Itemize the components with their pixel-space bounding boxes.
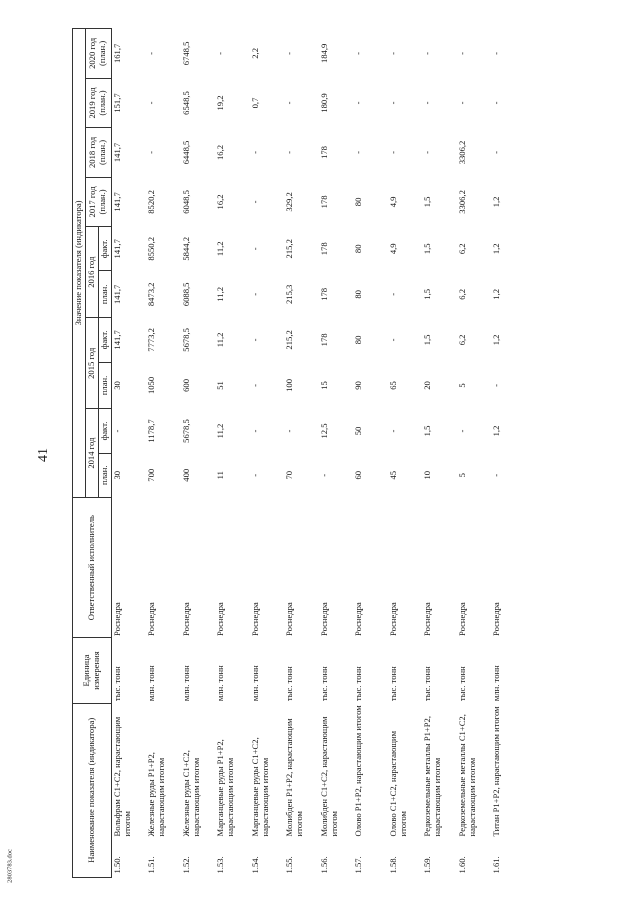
row-number: 1.60. xyxy=(456,856,467,874)
value-cell: 5678,5 xyxy=(180,419,191,443)
indicator-name: Вольфрам С1+С2, нарастающим итогом xyxy=(111,716,132,837)
row-number: 1.59. xyxy=(422,856,433,874)
value-cell: 1,2 xyxy=(491,334,502,346)
indicator-name: Марганцевые руды С1+С2, нарастающим итогом xyxy=(249,737,270,837)
indicator-table-page xyxy=(72,28,622,878)
indicator-name: Железные руды Р1+Р2, нарастающим итогом xyxy=(146,752,166,837)
value-cell: 1,2 xyxy=(491,288,502,300)
value-cell: 180,9 xyxy=(318,93,329,113)
value-cell: - xyxy=(456,51,467,55)
unit-of-measure: млн. тонн xyxy=(215,665,226,702)
unit-of-measure: тыс. тонн xyxy=(387,666,398,702)
value-cell: - xyxy=(249,200,260,204)
value-cell: 11 xyxy=(215,471,226,480)
value-cell: - xyxy=(387,338,398,342)
header-name: Наименование показателя (индикатора) xyxy=(73,703,112,877)
value-cell: 60 xyxy=(353,470,364,480)
table-header xyxy=(73,29,112,878)
unit-of-measure: млн. тонн xyxy=(180,665,191,702)
responsible-executor: Роснедра xyxy=(111,602,122,636)
value-cell: - xyxy=(491,151,502,154)
responsible-executor: Роснедра xyxy=(422,602,433,636)
value-cell: - xyxy=(387,101,398,105)
value-cell: 6748,5 xyxy=(180,41,191,66)
indicator-name: Олово С1+С2, нарастающим итогом xyxy=(387,730,408,837)
header-2020: 2020 год (план.) xyxy=(85,29,111,79)
value-cell: 141,7 xyxy=(111,192,122,212)
row-number: 1.52. xyxy=(180,856,191,874)
unit-of-measure: тыс. тонн xyxy=(456,666,467,702)
unit-of-measure: млн. тонн xyxy=(146,665,157,702)
value-cell: 1,5 xyxy=(422,243,433,255)
value-cell: - xyxy=(387,429,398,433)
value-cell: 141,7 xyxy=(111,239,122,259)
indicator-name: Железные руды С1+С2, нарастающим итогом xyxy=(180,750,201,837)
responsible-executor: Роснедра xyxy=(318,602,329,636)
value-cell: 215,3 xyxy=(284,284,295,305)
header-2014-plan: план. xyxy=(98,453,111,497)
value-cell: - xyxy=(353,101,364,105)
value-cell: 7773,2 xyxy=(146,328,157,352)
value-cell: 30 xyxy=(111,470,122,480)
unit-of-measure: млн. тонн xyxy=(491,665,502,702)
header-2014: 2014 год xyxy=(85,409,98,498)
table-row xyxy=(457,29,492,878)
value-cell: 5678,5 xyxy=(180,328,191,352)
responsible-executor: Роснедра xyxy=(491,602,502,636)
value-cell: 178 xyxy=(318,242,329,256)
responsible-executor: Роснедра xyxy=(249,602,260,636)
row-number: 1.57. xyxy=(353,856,364,874)
row-number: 1.61. xyxy=(491,856,502,874)
table-body xyxy=(111,29,526,878)
table-row xyxy=(319,29,354,878)
row-number: 1.55. xyxy=(284,856,295,874)
responsible-executor: Роснедра xyxy=(387,602,398,636)
unit-of-measure: тыс. тонн xyxy=(422,666,433,702)
header-unit: Единица измерения xyxy=(73,638,112,703)
value-cell: 3306,2 xyxy=(456,190,467,214)
value-cell: - xyxy=(249,429,260,433)
value-cell: 6,2 xyxy=(456,334,467,346)
value-cell: 3306,2 xyxy=(456,140,467,165)
value-cell: 178 xyxy=(318,146,329,159)
value-cell: 80 xyxy=(353,244,364,254)
value-cell: - xyxy=(353,151,364,154)
value-cell: 1,5 xyxy=(422,196,433,208)
value-cell: 6048,5 xyxy=(180,190,191,214)
value-cell: 80 xyxy=(353,335,364,345)
unit-of-measure: тыс. тонн xyxy=(111,666,122,702)
value-cell: - xyxy=(249,292,260,296)
indicator-name: Титан Р1+Р2, нарастающим итогом xyxy=(491,706,502,837)
row-number: 1.53. xyxy=(215,856,226,874)
value-cell: - xyxy=(284,51,295,55)
value-cell: 151,7 xyxy=(111,93,122,113)
value-cell: - xyxy=(146,51,157,55)
value-cell: - xyxy=(456,101,467,105)
value-cell: 700 xyxy=(146,468,157,482)
value-cell: 400 xyxy=(180,468,191,482)
value-cell: - xyxy=(249,151,260,154)
value-cell: - xyxy=(387,292,398,296)
value-cell: - xyxy=(284,429,295,433)
value-cell: 1,5 xyxy=(422,334,433,346)
table-row xyxy=(181,29,216,878)
value-cell: 1178,7 xyxy=(146,419,157,443)
header-2015-plan: план. xyxy=(98,362,111,409)
value-cell: 45 xyxy=(387,470,398,480)
responsible-executor: Роснедра xyxy=(456,602,467,636)
value-cell: 51 xyxy=(215,381,226,390)
value-cell: - xyxy=(284,101,295,105)
value-cell: 6548,5 xyxy=(180,91,191,115)
row-number: 1.51. xyxy=(146,856,157,874)
value-cell: 6448,5 xyxy=(180,140,191,165)
indicator-name: Молибден С1+С2, нарастающим итогом xyxy=(318,716,339,837)
table-row xyxy=(422,29,457,878)
unit-of-measure: млн. тонн xyxy=(249,665,260,702)
table-row xyxy=(353,29,388,878)
value-cell: - xyxy=(491,51,502,55)
value-cell: 141,7 xyxy=(111,142,122,163)
table-row xyxy=(215,29,250,878)
value-cell: 4,9 xyxy=(387,196,398,208)
value-cell: 11,2 xyxy=(215,286,226,302)
value-cell: 80 xyxy=(353,290,364,299)
value-cell: 161,7 xyxy=(111,43,122,64)
value-cell: 141,7 xyxy=(111,284,122,305)
table-row xyxy=(388,29,423,878)
table-row xyxy=(250,29,285,878)
value-cell: 1,2 xyxy=(491,243,502,255)
value-cell: 1,5 xyxy=(422,425,433,437)
value-cell: - xyxy=(284,151,295,154)
header-2019: 2019 год (план.) xyxy=(85,78,111,127)
indicator-name: Редкоземельные металлы Р1+Р2, нарастающим итогом xyxy=(422,716,442,837)
value-cell: 65 xyxy=(387,381,398,390)
value-cell: - xyxy=(387,51,398,55)
value-cell: 600 xyxy=(180,379,191,392)
value-cell: 30 xyxy=(111,381,122,390)
header-value-group: Значение показателя (индикатора) xyxy=(73,29,86,498)
row-number: 1.50. xyxy=(111,856,122,874)
value-cell: 19,2 xyxy=(215,95,226,111)
header-2014-fact: факт. xyxy=(98,409,111,453)
value-cell: 184,9 xyxy=(318,43,329,64)
value-cell: - xyxy=(491,384,502,387)
value-cell: - xyxy=(422,51,433,55)
unit-of-measure: тыс. тонн xyxy=(353,666,364,702)
value-cell: 1,2 xyxy=(491,425,502,437)
unit-of-measure: тыс. тонн xyxy=(284,666,295,702)
table-row xyxy=(491,29,526,878)
indicator-name: Олово Р1+Р2, нарастающим итогом xyxy=(353,705,364,837)
document-id: 2803783.doc xyxy=(6,849,14,883)
responsible-executor: Роснедра xyxy=(215,602,226,636)
value-cell: - xyxy=(456,429,467,433)
value-cell: 10 xyxy=(422,470,433,480)
value-cell: 215,2 xyxy=(284,239,295,259)
value-cell: 1,2 xyxy=(491,196,502,208)
indicator-name: Редкоземельные металлы С1+С2, нарастающим итогом xyxy=(456,714,477,837)
value-cell: - xyxy=(491,473,502,477)
table-row xyxy=(111,29,146,878)
header-2016: 2016 год xyxy=(85,227,98,318)
value-cell: 8473,2 xyxy=(146,282,157,307)
value-cell: 178 xyxy=(318,195,329,209)
value-cell: 16,2 xyxy=(215,194,226,210)
value-cell: 6,2 xyxy=(456,243,467,255)
header-2017: 2017 год (план.) xyxy=(85,177,111,226)
value-cell: - xyxy=(249,338,260,342)
value-cell: 5 xyxy=(456,383,467,388)
responsible-executor: Роснедра xyxy=(284,602,295,636)
value-cell: 2,2 xyxy=(249,48,260,59)
value-cell: 80 xyxy=(353,197,364,207)
value-cell: - xyxy=(111,429,122,433)
value-cell: 4,9 xyxy=(387,243,398,255)
value-cell: 50 xyxy=(353,426,364,436)
unit-of-measure: тыс. тонн xyxy=(318,666,329,702)
value-cell: 11,2 xyxy=(215,241,226,257)
value-cell: 70 xyxy=(284,470,295,480)
row-number: 1.56. xyxy=(318,856,329,874)
value-cell: 178 xyxy=(318,333,329,347)
value-cell: 11,2 xyxy=(215,332,226,348)
value-cell: 329,2 xyxy=(284,192,295,212)
value-cell: 5844,2 xyxy=(180,236,191,261)
indicator-table xyxy=(72,28,526,878)
value-cell: 8520,2 xyxy=(146,190,157,214)
value-cell: 100 xyxy=(284,379,295,392)
responsible-executor: Роснедра xyxy=(180,602,191,636)
value-cell: - xyxy=(146,151,157,154)
value-cell: - xyxy=(146,101,157,105)
header-2015: 2015 год xyxy=(85,318,98,409)
value-cell: 12,5 xyxy=(318,423,329,439)
value-cell: 0,7 xyxy=(249,97,260,109)
value-cell: 15 xyxy=(318,381,329,390)
value-cell: - xyxy=(422,101,433,105)
row-number: 1.54. xyxy=(249,856,260,874)
responsible-executor: Роснедра xyxy=(146,602,157,636)
value-cell: - xyxy=(215,51,226,55)
value-cell: 90 xyxy=(353,381,364,390)
value-cell: - xyxy=(387,151,398,154)
value-cell: 5 xyxy=(456,473,467,478)
value-cell: - xyxy=(318,473,329,477)
value-cell: 1,5 xyxy=(422,288,433,300)
value-cell: 215,2 xyxy=(284,330,295,350)
value-cell: 20 xyxy=(422,381,433,390)
indicator-name: Марганцевые руды Р1+Р2, нарастающим итогом xyxy=(215,739,235,837)
header-2016-plan: план. xyxy=(98,271,111,318)
value-cell: - xyxy=(249,384,260,387)
table-row xyxy=(284,29,319,878)
value-cell: - xyxy=(491,101,502,105)
header-2015-fact: факт. xyxy=(98,318,111,362)
responsible-executor: Роснедра xyxy=(353,602,364,636)
value-cell: 6,2 xyxy=(456,288,467,300)
page-number: 41 xyxy=(36,448,51,462)
value-cell: - xyxy=(249,473,260,477)
row-number: 1.58. xyxy=(387,856,398,874)
value-cell: 16,2 xyxy=(215,144,226,160)
value-cell: 141,7 xyxy=(111,330,122,350)
value-cell: - xyxy=(353,51,364,55)
value-cell: 178 xyxy=(318,287,329,301)
value-cell: 8550,2 xyxy=(146,236,157,261)
header-responsible: Ответственный исполнитель xyxy=(73,497,112,638)
header-2016-fact: факт. xyxy=(98,227,111,271)
value-cell: - xyxy=(249,247,260,251)
indicator-name: Молибден Р1+Р2, нарастающим итогом xyxy=(284,718,304,837)
value-cell: - xyxy=(422,151,433,154)
value-cell: 11,2 xyxy=(215,423,226,439)
value-cell: 1050 xyxy=(146,376,157,395)
table-row xyxy=(146,29,181,878)
header-2018: 2018 год (план.) xyxy=(85,128,111,177)
value-cell: 6088,5 xyxy=(180,282,191,307)
